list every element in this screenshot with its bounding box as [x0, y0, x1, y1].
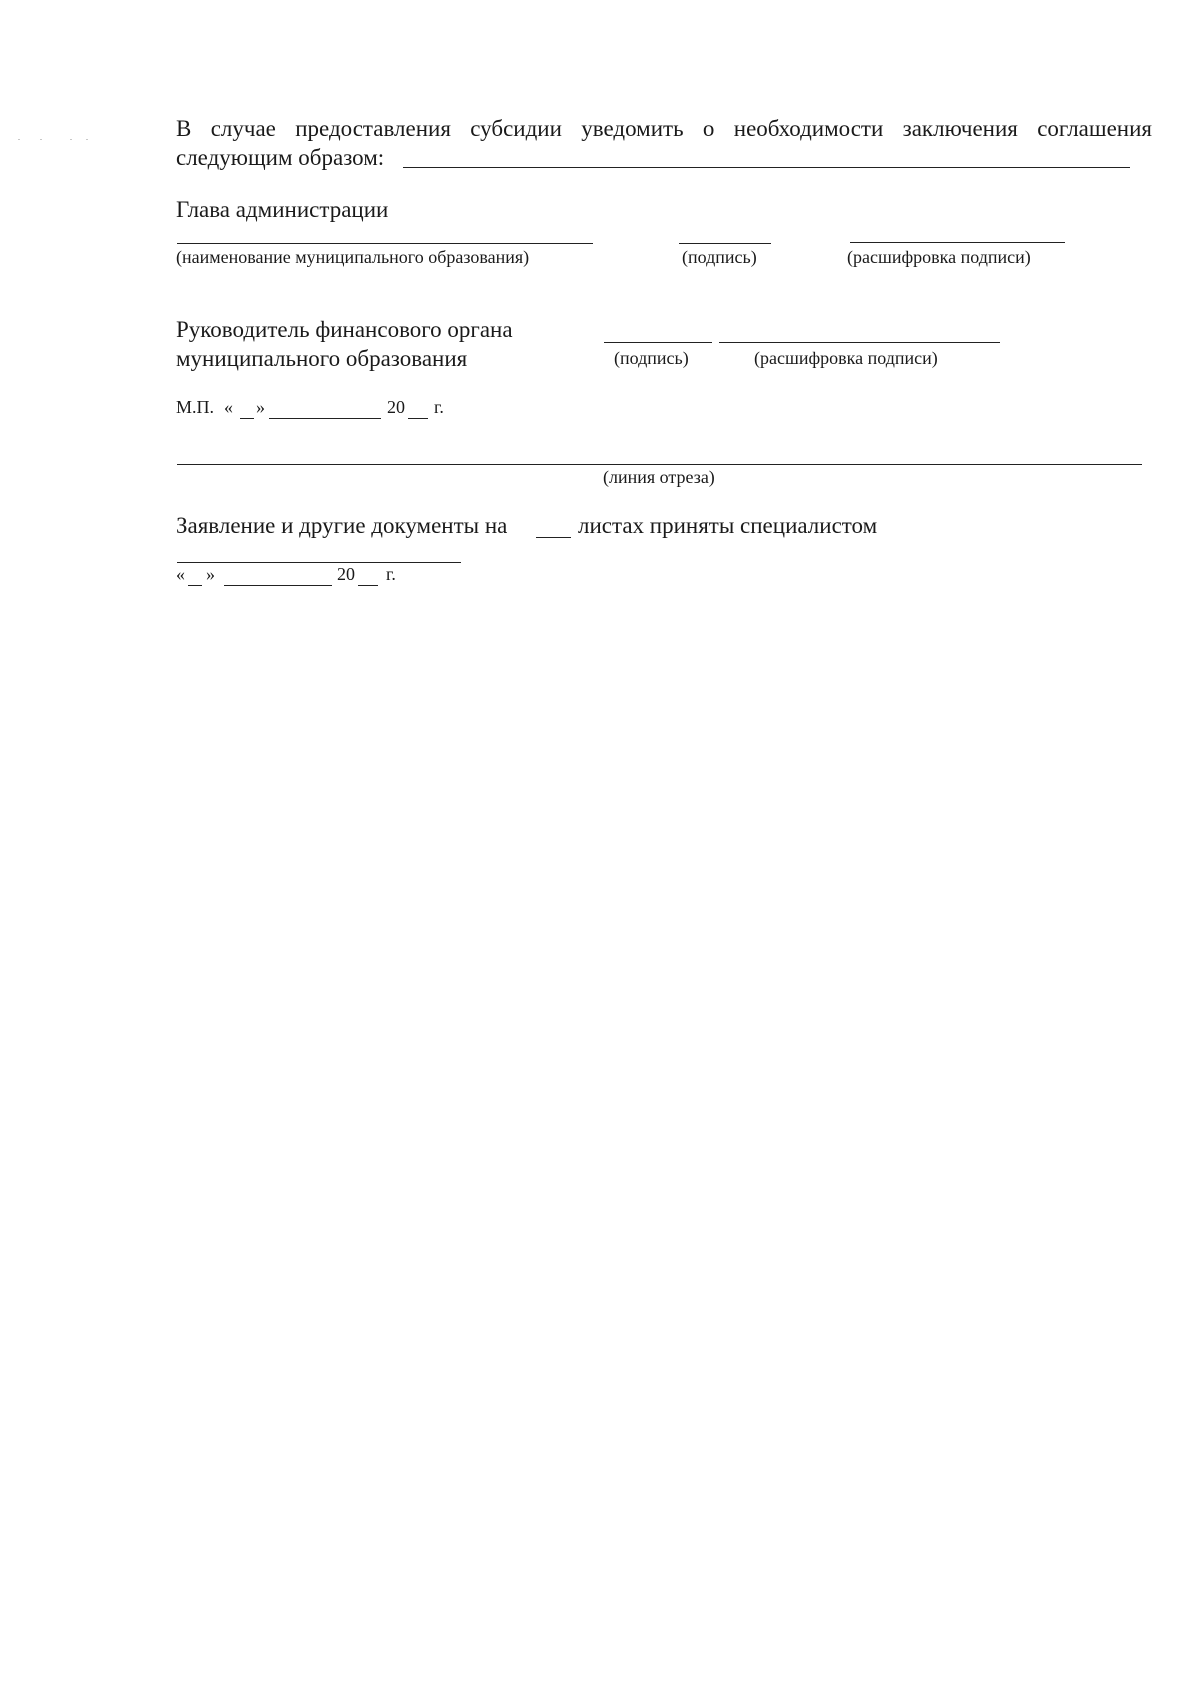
finance-decoding-line [719, 342, 1000, 343]
cut-line-caption: (линия отреза) [603, 467, 715, 487]
head-decoding-caption: (расшифровка подписи) [847, 247, 1031, 267]
receipt-date-quote-close: » [206, 564, 215, 584]
finance-decoding-caption: (расшифровка подписи) [754, 348, 938, 368]
receipt-year-suffix: г. [386, 564, 396, 584]
municipality-name-caption: (наименование муниципального образования) [176, 247, 530, 267]
finance-head-title-line-2: муниципального образования [176, 346, 468, 371]
stamp-year-blank [408, 418, 428, 419]
scan-speck [18, 139, 20, 140]
stamp-date-quote-close: » [256, 397, 265, 417]
receipt-month-blank [224, 585, 332, 586]
stamp-year-prefix: 20 [387, 397, 405, 417]
finance-signature-line [604, 342, 712, 343]
head-admin-title: Глава администрации [176, 197, 389, 222]
stamp-year-suffix: г. [434, 397, 444, 417]
head-signature-caption: (подпись) [682, 247, 757, 267]
receipt-year-blank [358, 585, 378, 586]
cut-line [177, 464, 1142, 465]
stamp-month-blank [269, 418, 381, 419]
head-signature-line [679, 243, 771, 244]
municipality-name-line [177, 243, 593, 244]
stamp-date-quote-open: « [224, 397, 233, 417]
receipt-text-end: листах приняты специалистом [578, 513, 878, 538]
receipt-specialist-line [177, 562, 461, 563]
scan-speck [40, 139, 42, 140]
finance-head-title-line-1: Руководитель финансового органа [176, 317, 513, 342]
scan-speck [86, 139, 88, 140]
notice-line-1: В случае предоставления субсидии уведомить о необходимости заключения соглашения [176, 116, 1152, 141]
receipt-date-quote-open: « [176, 564, 185, 584]
receipt-year-prefix: 20 [337, 564, 355, 584]
head-decoding-line [850, 242, 1065, 243]
notice-fill-line [403, 167, 1130, 168]
scan-speck [70, 139, 72, 140]
notice-line-2-label: следующим образом: [176, 145, 385, 170]
receipt-text-start: Заявление и другие документы на [176, 513, 508, 538]
finance-signature-caption: (подпись) [614, 348, 689, 368]
stamp-label: М.П. [176, 397, 215, 417]
stamp-day-blank [240, 418, 254, 419]
receipt-sheets-blank [536, 537, 571, 538]
receipt-day-blank [188, 585, 202, 586]
